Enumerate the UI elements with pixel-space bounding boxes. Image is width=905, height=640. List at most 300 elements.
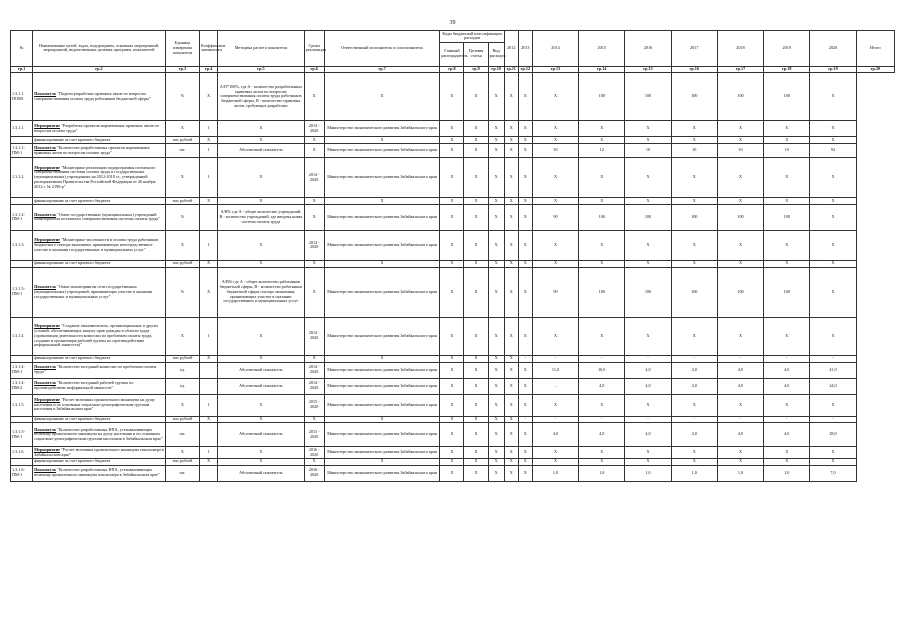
column-number: гр.3 [165, 66, 199, 73]
row-number: 1.3.1.5. [11, 394, 33, 416]
row-unit: X [165, 230, 199, 260]
row-name [33, 416, 166, 423]
row-name-text: финансирование за счет краевого бюджета [34, 416, 111, 422]
row-coef [200, 362, 218, 378]
row-value: X [579, 137, 625, 144]
row-value: X [532, 260, 578, 267]
row-value: X [764, 198, 810, 205]
row-value: X [810, 230, 856, 260]
row-coef: 1 [200, 447, 218, 459]
row-kind-label: Мероприятие [34, 237, 61, 243]
row-value: X [717, 230, 763, 260]
row-unit: шт. [165, 144, 199, 158]
row-value: X [518, 158, 532, 198]
row-value: X [717, 317, 763, 355]
row-value: 1,0 [532, 465, 578, 481]
row-value: 1,0 [764, 465, 810, 481]
row-period: 2016 - 2020 [304, 447, 324, 459]
row-value: X [504, 465, 518, 481]
row-number [11, 198, 33, 205]
row-value: - [579, 416, 625, 423]
row-name [33, 394, 166, 416]
row-period: 2014 - 2020 [304, 378, 324, 394]
row-coef: X [200, 260, 218, 267]
row-value: X [810, 394, 856, 416]
row-value: - [579, 355, 625, 362]
row-value: 4,0 [671, 423, 717, 447]
row-value: 100 [671, 204, 717, 230]
row-value: X [488, 317, 504, 355]
row-value: 100 [625, 73, 671, 121]
row-method: X [218, 260, 304, 267]
row-value: X [579, 447, 625, 459]
row-unit: ед. [165, 362, 199, 378]
table-row [11, 121, 895, 137]
table-row [11, 378, 895, 394]
table-row [11, 317, 895, 355]
row-value: 7,0 [810, 465, 856, 481]
row-value: X [464, 230, 488, 260]
row-value: X [504, 158, 518, 198]
row-name [33, 121, 166, 137]
page-number: 39 [449, 20, 456, 26]
row-coef: 1 [200, 230, 218, 260]
row-executor: Министерство экономического развития Забайкальского края [324, 362, 440, 378]
row-value: X [625, 317, 671, 355]
row-number: 1.3.1.2. [11, 158, 33, 198]
row-unit: X [165, 121, 199, 137]
row-kind-label: Показатель [34, 364, 57, 370]
row-name [33, 355, 166, 362]
row-value: X [488, 73, 504, 121]
row-unit: ед. [165, 378, 199, 394]
row-method: X [218, 158, 304, 198]
row-value: - [518, 355, 532, 362]
row-name [33, 144, 166, 158]
row-name [33, 458, 166, 465]
row-period: X [304, 137, 324, 144]
row-number: 1.3.1.6. [11, 447, 33, 459]
row-method: А/П*100%, где А - количество разработанных правовых актов по вопросам совершенствования оплаты труда работников бюджетной сферы, В - количество правовых актов, требующих разработки [218, 73, 304, 121]
row-value: X [488, 230, 504, 260]
row-value: 10,0 [579, 362, 625, 378]
row-name [33, 465, 166, 481]
row-value: X [504, 423, 518, 447]
row-value: 12 [579, 144, 625, 158]
column-number: гр.17 [717, 66, 763, 73]
row-name [33, 423, 166, 447]
row-value: 100 [764, 204, 810, 230]
row-value: X [579, 260, 625, 267]
row-number [11, 137, 33, 144]
row-value: X [532, 121, 578, 137]
row-value: X [440, 158, 464, 198]
row-executor: Министерство экономического развития Забайкальского края [324, 121, 440, 137]
row-value: 100 [671, 73, 717, 121]
row-value: X [464, 447, 488, 459]
row-period: X [304, 204, 324, 230]
row-value: X [440, 355, 464, 362]
row-value: X [671, 260, 717, 267]
row-executor: Министерство экономического развития Забайкальского края [324, 317, 440, 355]
row-method: X [218, 230, 304, 260]
row-name-text: "Подъем разработки правовых актов по вопросам совершенствования оплаты труда работников бюджетной сферы" [34, 91, 151, 101]
row-unit: X [165, 158, 199, 198]
row-value: X [764, 317, 810, 355]
row-number: 1.3.1.4-ПМ-1 [11, 362, 33, 378]
row-value: X [625, 121, 671, 137]
row-value: - [532, 416, 578, 423]
row-value: X [532, 137, 578, 144]
row-kind-label: Мероприятие [34, 446, 61, 452]
row-value: 10 [625, 144, 671, 158]
row-period: 2016 - 2020 [304, 465, 324, 481]
row-kind-label: Показатель [34, 91, 57, 97]
row-number: 1.3.1.3-ПМ-1 [11, 267, 33, 317]
row-value: X [671, 137, 717, 144]
row-value: X [518, 198, 532, 205]
row-unit: шт. [165, 423, 199, 447]
row-unit: % [165, 73, 199, 121]
column-number: гр.1 [11, 66, 33, 73]
row-value: X [764, 394, 810, 416]
row-period: X [304, 458, 324, 465]
table-row [11, 447, 895, 459]
row-value: X [488, 260, 504, 267]
row-value: X [504, 198, 518, 205]
row-value: 4,0 [671, 362, 717, 378]
row-value: X [488, 204, 504, 230]
row-value: 11,0 [532, 362, 578, 378]
row-value: X [625, 230, 671, 260]
row-name-text: "Охват государственных (муниципальных) учреждений мониторингом поэтапного совершенствования системы оплаты труда" [34, 211, 160, 222]
row-value: 100 [579, 267, 625, 317]
row-value: X [488, 465, 504, 481]
row-name [33, 158, 166, 198]
row-value: X [488, 267, 504, 317]
row-method: X [218, 137, 304, 144]
row-number [11, 355, 33, 362]
row-value: X [440, 230, 464, 260]
row-value: X [518, 465, 532, 481]
row-period: X [304, 144, 324, 158]
row-name-text: "Количество разработанных НПА, устанавливающих величину прожиточного минимума пенсионера в Забайкальском крае" [34, 467, 160, 478]
row-value: X [518, 447, 532, 459]
row-value: 4,0 [671, 378, 717, 394]
row-value: X [532, 198, 578, 205]
row-name-text: "Мониторинг реализации подпрограммы поэтапного совершенствования системы оплаты труда в государственных (муниципальных) учреждениях на 2012-2018 гг., утвержденной распоряжением Правительства Российской Федерации от 26 ноября 2012 г. № 2190-р" [34, 164, 156, 189]
row-value: X [625, 458, 671, 465]
row-value: X [764, 230, 810, 260]
row-value: 1,0 [625, 465, 671, 481]
row-period: X [304, 260, 324, 267]
table-row [11, 230, 895, 260]
column-number: гр.13 [532, 66, 578, 73]
row-period: 2014 - 2020 [304, 230, 324, 260]
row-value: X [810, 267, 856, 317]
table-row [11, 260, 895, 267]
header-year: 2016 [625, 31, 671, 67]
table-row [11, 137, 895, 144]
row-name [33, 230, 166, 260]
table-row [11, 362, 895, 378]
row-value: X [504, 378, 518, 394]
row-value: X [464, 362, 488, 378]
row-value: 24,0 [810, 378, 856, 394]
row-executor: Министерство экономического развития Забайкальского края [324, 158, 440, 198]
row-value: 100 [579, 204, 625, 230]
header-code-target: Целевая статья [464, 42, 488, 66]
header-year: 2020 [810, 31, 856, 67]
row-coef: X [200, 137, 218, 144]
row-number [11, 260, 33, 267]
header-total: Итого [856, 31, 894, 67]
row-value: X [488, 121, 504, 137]
row-value: X [464, 378, 488, 394]
row-value: X [518, 144, 532, 158]
row-name-text: "Расчет величины прожиточного минимума пенсионера в Забайкальском крае" [34, 446, 164, 457]
row-executor: Министерство экономического развития Забайкальского края [324, 144, 440, 158]
row-value: 4,0 [764, 378, 810, 394]
row-value: X [579, 394, 625, 416]
row-value: X [717, 121, 763, 137]
row-kind-label: Мероприятие [34, 164, 61, 170]
row-executor: X [324, 458, 440, 465]
header-name: Наименование целей, задач, подпрограмм, основных мероприятий, мероприятий, ведомственных целевых программ, показателей [33, 31, 166, 67]
row-value: X [810, 137, 856, 144]
row-value: 1,0 [717, 465, 763, 481]
row-value: 28,0 [810, 423, 856, 447]
row-value: - [671, 416, 717, 423]
row-unit: % [165, 267, 199, 317]
row-unit: X [165, 447, 199, 459]
table-row [11, 465, 895, 481]
row-value: X [764, 458, 810, 465]
row-value: X [717, 447, 763, 459]
column-number: гр.10 [488, 66, 504, 73]
row-name-text: "Количество заседаний комиссии по проблемам оплаты труда" [34, 364, 157, 375]
row-value: 100 [671, 267, 717, 317]
row-value: - [764, 355, 810, 362]
row-value: 90 [532, 204, 578, 230]
table-header [11, 31, 895, 73]
row-value: X [625, 447, 671, 459]
row-name-text: "Охват мониторингом сети государственных (муниципальных) учреждений, принимающих участие в оказании государственных и муниципальных услуг" [34, 284, 153, 299]
header-year: 2014 [532, 31, 578, 67]
row-value: 30 [532, 144, 578, 158]
table-row [11, 394, 895, 416]
row-name-text: "Создание экономических, организационных и других условий, обеспечивающих защиту прав граждан в области труда (организация деятельности комиссии по проблемам оплаты труда, создание и организация рабочей группы по противодействию неформальной занятости)" [34, 323, 159, 348]
row-value: X [440, 267, 464, 317]
row-value: X [518, 362, 532, 378]
row-method: Абсолютный показатель [218, 423, 304, 447]
row-value: X [504, 121, 518, 137]
row-name-text: "Расчет величины прожиточного минимума на душу населения и по основным социально-демографическим группам населения в Забайкальском крае" [34, 396, 155, 412]
row-name [33, 198, 166, 205]
table-row [11, 267, 895, 317]
row-value: X [464, 416, 488, 423]
row-value: X [579, 458, 625, 465]
row-executor: Министерство экономического развития Забайкальского края [324, 423, 440, 447]
row-value: X [671, 458, 717, 465]
row-value: - [717, 416, 763, 423]
row-coef: X [200, 458, 218, 465]
row-value: 100 [579, 73, 625, 121]
row-value: 1,0 [671, 465, 717, 481]
row-kind-label: Показатель [34, 426, 57, 432]
row-value: X [625, 198, 671, 205]
row-value: - [764, 416, 810, 423]
header-code-kind: Вид расходов [488, 42, 504, 66]
row-method: Абсолютный показатель [218, 144, 304, 158]
row-value: X [579, 198, 625, 205]
row-method: X [218, 355, 304, 362]
row-value: X [440, 416, 464, 423]
header-year: 2018 [717, 31, 763, 67]
row-value: 41,0 [810, 362, 856, 378]
row-value: ... [532, 378, 578, 394]
header-executor: Ответственный исполнитель и соисполнитель [324, 31, 440, 67]
header-period: Сроки реализации [304, 31, 324, 67]
row-period: 2014 - 2020 [304, 158, 324, 198]
row-unit: тыс.рублей [165, 355, 199, 362]
row-executor: Министерство экономического развития Забайкальского края [324, 447, 440, 459]
row-value: X [488, 137, 504, 144]
row-value: X [464, 121, 488, 137]
row-value: X [504, 317, 518, 355]
table-row [11, 73, 895, 121]
row-executor: Министерство экономического развития Забайкальского края [324, 378, 440, 394]
row-value: X [671, 230, 717, 260]
row-value: X [488, 378, 504, 394]
column-number: гр.14 [579, 66, 625, 73]
row-value: X [464, 137, 488, 144]
row-value: X [532, 317, 578, 355]
row-value: 92 [810, 144, 856, 158]
row-value: - [532, 355, 578, 362]
row-value: X [717, 260, 763, 267]
row-value: X [464, 465, 488, 481]
row-value: 4,0 [579, 378, 625, 394]
table-row [11, 458, 895, 465]
row-value: 1,0 [579, 465, 625, 481]
row-coef: X [200, 267, 218, 317]
row-method: X [218, 317, 304, 355]
row-value: X [464, 423, 488, 447]
row-name [33, 204, 166, 230]
row-value: X [440, 260, 464, 267]
row-value: X [579, 317, 625, 355]
row-number: 1.3.1.1-ПМ-1 [11, 144, 33, 158]
row-value: 10 [764, 144, 810, 158]
row-method: X [218, 198, 304, 205]
row-kind-label: Показатель [34, 380, 57, 386]
row-value: X [440, 204, 464, 230]
row-value: X [504, 267, 518, 317]
row-value: X [488, 355, 504, 362]
row-value: X [504, 355, 518, 362]
row-value: X [532, 230, 578, 260]
row-unit: X [165, 394, 199, 416]
table-row [11, 423, 895, 447]
row-value: X [488, 423, 504, 447]
header-year: 2012 [504, 31, 518, 67]
row-value: X [440, 317, 464, 355]
row-value: X [464, 260, 488, 267]
row-value: X [464, 317, 488, 355]
row-value: X [464, 204, 488, 230]
row-kind-label: Показатель [34, 144, 57, 150]
row-value: X [464, 394, 488, 416]
row-value: X [440, 458, 464, 465]
row-method: А/В% где А - общее количество работников бюджетной сферы, В - количество работников бюджетной сферы сектора экономики, принимающих участие в оказании государственных и муниципальных услуг [218, 267, 304, 317]
row-executor: X [324, 416, 440, 423]
row-value: X [625, 137, 671, 144]
row-coef: 1 [200, 158, 218, 198]
row-executor: Министерство экономического развития Забайкальского края [324, 394, 440, 416]
row-period: X [304, 416, 324, 423]
row-value: 100 [764, 267, 810, 317]
row-value: X [518, 73, 532, 121]
header-method: Методика расчета показателя [218, 31, 304, 67]
row-value: 4,0 [532, 423, 578, 447]
row-value: X [504, 458, 518, 465]
table-row [11, 355, 895, 362]
column-number: гр.4 [200, 66, 218, 73]
row-name-text: "Количество разработанных НПА, устанавливающих величину прожиточного минимума на душу населения и по основным социально-демографическим группам населения в Забайкальском крае" [34, 426, 163, 442]
row-value: X [671, 198, 717, 205]
header-coef: Коэффициент значимости [200, 31, 218, 67]
row-coef: 1 [200, 121, 218, 137]
row-executor: X [324, 260, 440, 267]
row-value: X [440, 144, 464, 158]
row-value: X [488, 362, 504, 378]
row-coef [200, 423, 218, 447]
row-value: X [810, 121, 856, 137]
row-value: X [717, 137, 763, 144]
row-value: X [464, 267, 488, 317]
row-name [33, 317, 166, 355]
row-executor: X [324, 355, 440, 362]
row-coef: 1 [200, 394, 218, 416]
row-value: X [810, 260, 856, 267]
row-value: X [810, 204, 856, 230]
header-year: 2019 [764, 31, 810, 67]
row-value: X [518, 317, 532, 355]
row-coef: X [200, 355, 218, 362]
row-unit: тыс.рублей [165, 137, 199, 144]
row-value: X [532, 458, 578, 465]
row-value: 4,0 [717, 423, 763, 447]
row-value: 10 [671, 144, 717, 158]
column-number: гр.16 [671, 66, 717, 73]
table-row [11, 144, 895, 158]
row-value: X [625, 158, 671, 198]
row-value: X [504, 204, 518, 230]
column-number: гр.19 [810, 66, 856, 73]
row-name-text: "Мониторинг численности и оплаты труда работников бюджетного сектора экономики, принимающих непосредственное участие в оказании государственных и муниципальных услуг" [34, 237, 159, 252]
row-coef [200, 378, 218, 394]
row-value: X [504, 230, 518, 260]
row-period: 2014 - 2020 [304, 121, 324, 137]
row-value: X [440, 198, 464, 205]
row-value: X [464, 198, 488, 205]
row-value: 4,0 [717, 378, 763, 394]
row-value: X [717, 394, 763, 416]
column-number: гр.18 [764, 66, 810, 73]
row-value: X [440, 121, 464, 137]
row-value: 4,0 [579, 423, 625, 447]
